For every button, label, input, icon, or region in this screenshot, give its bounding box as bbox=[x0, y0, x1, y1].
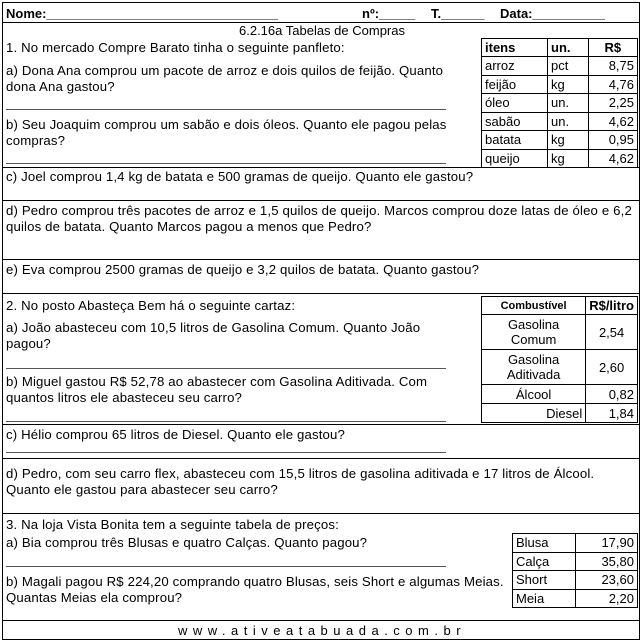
section2-intro: 2. No posto Abasteça Bem há o seguinte cartaz: bbox=[6, 298, 296, 313]
fuel-price-table bbox=[481, 296, 638, 423]
question-3a: a) Bia comprou três Blusas e quatro Calças. Quanto pagou? bbox=[6, 535, 368, 550]
item-name: sabão bbox=[482, 112, 548, 131]
answer-line-1b[interactable] bbox=[6, 163, 446, 164]
answer-line-2b[interactable] bbox=[6, 421, 446, 422]
fuel-name: Gasolina Aditivada bbox=[482, 350, 586, 385]
date-field[interactable]: Data:__________ bbox=[500, 6, 605, 21]
question-2a: a) João abasteceu com 10,5 litros de Gasolina Comum. Quanto João pagou? bbox=[6, 320, 421, 351]
product-price: 35,80 bbox=[576, 552, 638, 571]
store-price-table bbox=[512, 533, 638, 608]
answer-line-2a[interactable] bbox=[6, 368, 446, 369]
section-divider bbox=[2, 513, 640, 514]
name-field[interactable]: Nome:________________________________ bbox=[6, 6, 278, 21]
item-price: 4,76 bbox=[588, 75, 637, 94]
fuel-name: Álcool bbox=[482, 385, 586, 404]
product-name: Calça bbox=[513, 552, 576, 571]
table-header: R$ bbox=[588, 39, 637, 57]
item-name: feijão bbox=[482, 75, 548, 94]
table-header: R$/litro bbox=[586, 297, 638, 315]
section3-intro: 3. Na loja Vista Bonita tem a seguinte tabela de preços: bbox=[6, 517, 339, 532]
question-2c: c) Hélio comprou 65 litros de Diesel. Quanto ele gastou? bbox=[6, 427, 345, 442]
fuel-name: Gasolina Comum bbox=[482, 315, 586, 350]
item-unit: kg bbox=[548, 131, 589, 150]
question-1a: a) Dona Ana comprou um pacote de arroz e dois quilos de feijão. Quanto dona Ana gastou? bbox=[6, 63, 444, 94]
question-2d: d) Pedro, com seu carro flex, abasteceu com 15,5 litros de gasolina aditivada e 17 litros de Álcool. Quanto ele gastou para abastecer seu carro? bbox=[6, 466, 595, 497]
answer-line-3a[interactable] bbox=[6, 566, 446, 567]
item-name: batata bbox=[482, 131, 548, 150]
table-header: Combustível bbox=[482, 297, 586, 315]
item-unit: pct bbox=[548, 57, 589, 76]
product-price: 23,60 bbox=[576, 571, 638, 590]
item-price: 8,75 bbox=[588, 57, 637, 76]
fuel-price: 1,84 bbox=[586, 404, 638, 423]
fuel-name: Diesel bbox=[482, 404, 586, 423]
item-price: 2,25 bbox=[588, 94, 637, 113]
class-field[interactable]: T.______ bbox=[431, 6, 485, 21]
number-field[interactable]: nº:_____ bbox=[362, 6, 416, 21]
market-price-table bbox=[481, 38, 638, 168]
divider bbox=[2, 167, 640, 168]
product-name: Short bbox=[513, 571, 576, 590]
divider bbox=[2, 200, 640, 201]
item-name: queijo bbox=[482, 149, 548, 168]
product-price: 2,20 bbox=[576, 589, 638, 608]
divider bbox=[2, 259, 640, 260]
question-3b: b) Magali pagou R$ 224,20 comprando quatro Blusas, seis Short e algumas Meias. Quantas Meias ela comprou? bbox=[6, 574, 504, 605]
item-name: arroz bbox=[482, 57, 548, 76]
divider bbox=[2, 424, 640, 425]
section-divider bbox=[2, 293, 640, 294]
question-1d: d) Pedro comprou três pacotes de arroz e 1,5 quilos de queijo. Marcos comprou doze latas de óleo e 6,2 quilos de batata. Quanto Marcos pagou a menos que Pedro? bbox=[6, 203, 632, 234]
section1-intro: 1. No mercado Compre Barato tinha o seguinte panfleto: bbox=[6, 40, 345, 55]
item-unit: kg bbox=[548, 149, 589, 168]
footer-url[interactable]: www.ativeatabuada.com.br bbox=[177, 623, 467, 638]
answer-line-1a[interactable] bbox=[6, 109, 446, 110]
fuel-price: 2,60 bbox=[586, 350, 638, 385]
item-price: 4,62 bbox=[588, 149, 637, 168]
item-name: óleo bbox=[482, 94, 548, 113]
product-name: Meia bbox=[513, 589, 576, 608]
divider bbox=[2, 458, 640, 459]
fuel-price: 2,54 bbox=[586, 315, 638, 350]
table-header: un. bbox=[548, 39, 589, 57]
item-unit: un. bbox=[548, 94, 589, 113]
answer-line-2c[interactable] bbox=[6, 452, 446, 453]
item-unit: un. bbox=[548, 112, 589, 131]
question-1e: e) Eva comprou 2500 gramas de queijo e 3,2 quilos de batata. Quanto gastou? bbox=[6, 262, 480, 277]
page-title: 6.2.16a Tabelas de Compras bbox=[239, 23, 405, 38]
footer-divider bbox=[2, 620, 640, 621]
fuel-price: 0,82 bbox=[586, 385, 638, 404]
table-header: itens bbox=[482, 39, 548, 57]
item-unit: kg bbox=[548, 75, 589, 94]
item-price: 0,95 bbox=[588, 131, 637, 150]
question-1c: c) Joel comprou 1,4 kg de batata e 500 gramas de queijo. Quanto ele gastou? bbox=[6, 169, 474, 184]
product-price: 17,90 bbox=[576, 534, 638, 553]
item-price: 4,62 bbox=[588, 112, 637, 131]
question-2b: b) Miguel gastou R$ 52,78 ao abastecer com Gasolina Aditivada. Com quantos litros ele abasteceu seu carro? bbox=[6, 374, 428, 405]
question-1b: b) Seu Joaquim comprou um sabão e dois óleos. Quanto ele pagou pelas compras? bbox=[6, 117, 447, 148]
product-name: Blusa bbox=[513, 534, 576, 553]
